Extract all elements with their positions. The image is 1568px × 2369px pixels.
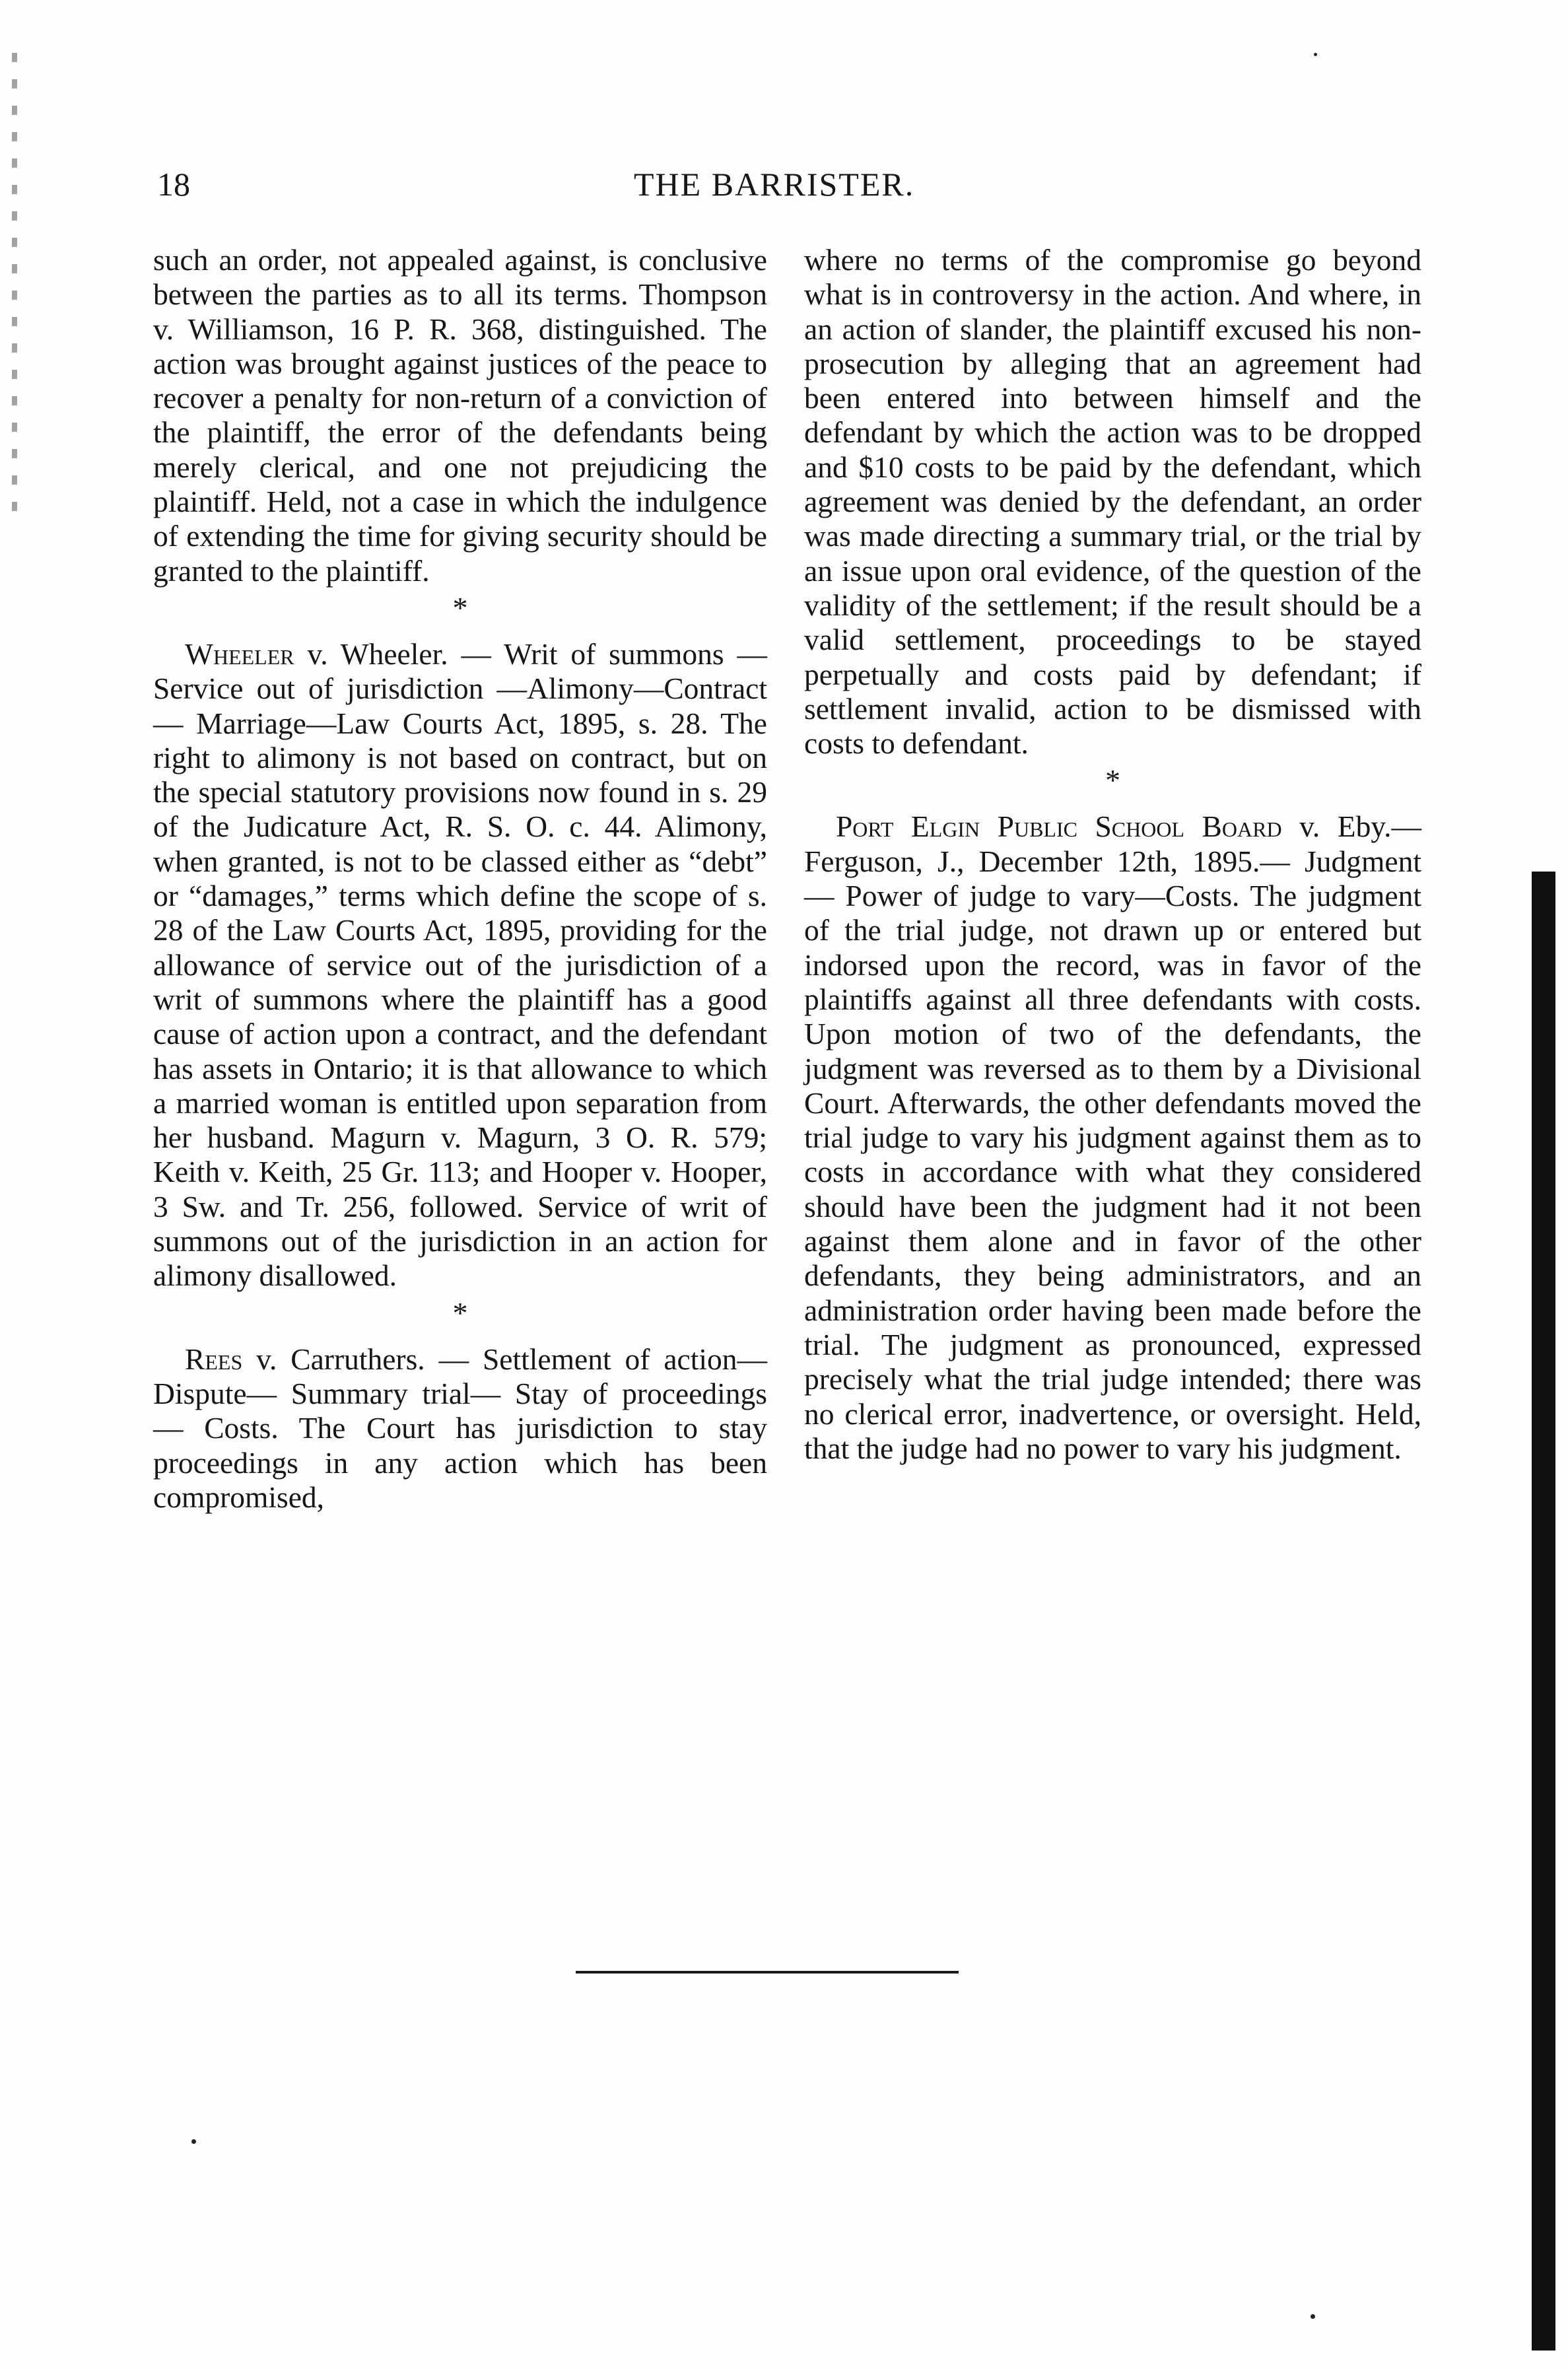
case-name-rees: Rees — [185, 1342, 243, 1376]
running-title: THE BARRISTER. — [634, 166, 915, 203]
case-name-port-elgin: Port Elgin Public School Board — [836, 809, 1282, 844]
right-column — [804, 243, 1421, 1466]
page-number: 18 — [157, 166, 190, 203]
case-text-rees: v. Carruthers. — Settlement of action—Dispute— Summary trial— Stay of proceedings — Costs. The Court has jurisdiction to stay proceedings in any action which has been compromised, — [153, 1342, 767, 1514]
section-separator: * — [452, 1295, 468, 1330]
scan-speck — [191, 2139, 196, 2144]
scan-margin-marks — [12, 53, 17, 515]
case-wheeler — [153, 637, 767, 1293]
case-text-wheeler: v. Wheeler. — Writ of summons — Service out of jurisdiction —Alimony—Contract— Marriage—Law Courts Act, 1895, s. 28. The right to alimony is not based on contract, but on the special statutory provisions now found in s. 29 of the Judicature Act, R. S. O. c. 44. Alimony, when granted, is not to be classed either as “debt” or “damages,” terms which define the scope of s. 28 of the Law Courts Act, 1895, providing for the allowance of service out of the jurisdiction of a writ of summons where the plaintiff has a good cause of action upon a contract, and the defendant has assets in Ontario; it is that allowance to which a married woman is entitled upon separation from her husband. Magurn v. Magurn, 3 O. R. 579; Keith v. Keith, 25 Gr. 113; and Hooper v. Hooper, 3 Sw. and Tr. 256, followed. Service of writ of summons out of the jurisdiction in an action for alimony disallowed. — [153, 636, 767, 1293]
right-paragraph-1: where no terms of the compromise go beyond what is in controversy in the action. And where, in an action of slander, the plaintiff excused his non-prosecution by alleging that an agreement had been entered into between himself and the defendant by which the action was to be dropped and $10 costs to be paid by the defendant, which agreement was denied by the defendant, an order was made directing a summary trial, or the trial by an issue upon oral evidence, of the question of the validity of the settlement; if the result should be a valid settlement, proceedings to be stayed perpetually and costs paid by defendant; if settlement invalid, action to be dismissed with costs to defendant. — [804, 243, 1421, 761]
case-rees — [153, 1342, 767, 1515]
case-name-wheeler: Wheeler — [185, 636, 294, 671]
left-column — [153, 243, 767, 1515]
case-port-elgin — [804, 809, 1421, 1466]
scan-binding-shadow — [1532, 872, 1555, 2351]
end-rule — [576, 1971, 959, 1974]
section-separator: * — [1105, 763, 1120, 798]
scan-speck — [1314, 53, 1317, 56]
section-separator: * — [452, 590, 468, 625]
scan-speck — [1311, 2314, 1315, 2319]
case-text-port-elgin: v. Eby.—Ferguson, J., December 12th, 1895.— Judgment — Power of judge to vary—Costs. The judgment of the trial judge, not drawn up or entered but indorsed upon the record, was in favor of the plaintiffs against all three defendants with costs. Upon motion of two of the defendants, the judgment was reversed as to them by a Divisional Court. Afterwards, the other defendants moved the trial judge to vary his judgment against them as to costs in accordance with what they considered should have been the judgment had it not been against them alone and in favor of the other defendants, they being administrators, and an administration order having been made before the trial. The judgment as pronounced, expressed precisely what the trial judge intended; there was no clerical error, inadvertence, or oversight. Held, that the judge had no power to vary his judgment. — [804, 809, 1421, 1465]
left-paragraph-1: such an order, not appealed against, is conclusive between the parties as to all its terms. Thompson v. Williamson, 16 P. R. 368, distinguished. The action was brought against justices of the peace to recover a penalty for non-return of a conviction of the plaintiff, the error of the defendants being merely clerical, and one not prejudicing the plaintiff. Held, not a case in which the indulgence of extending the time for giving security should be granted to the plaintiff. — [153, 243, 767, 588]
